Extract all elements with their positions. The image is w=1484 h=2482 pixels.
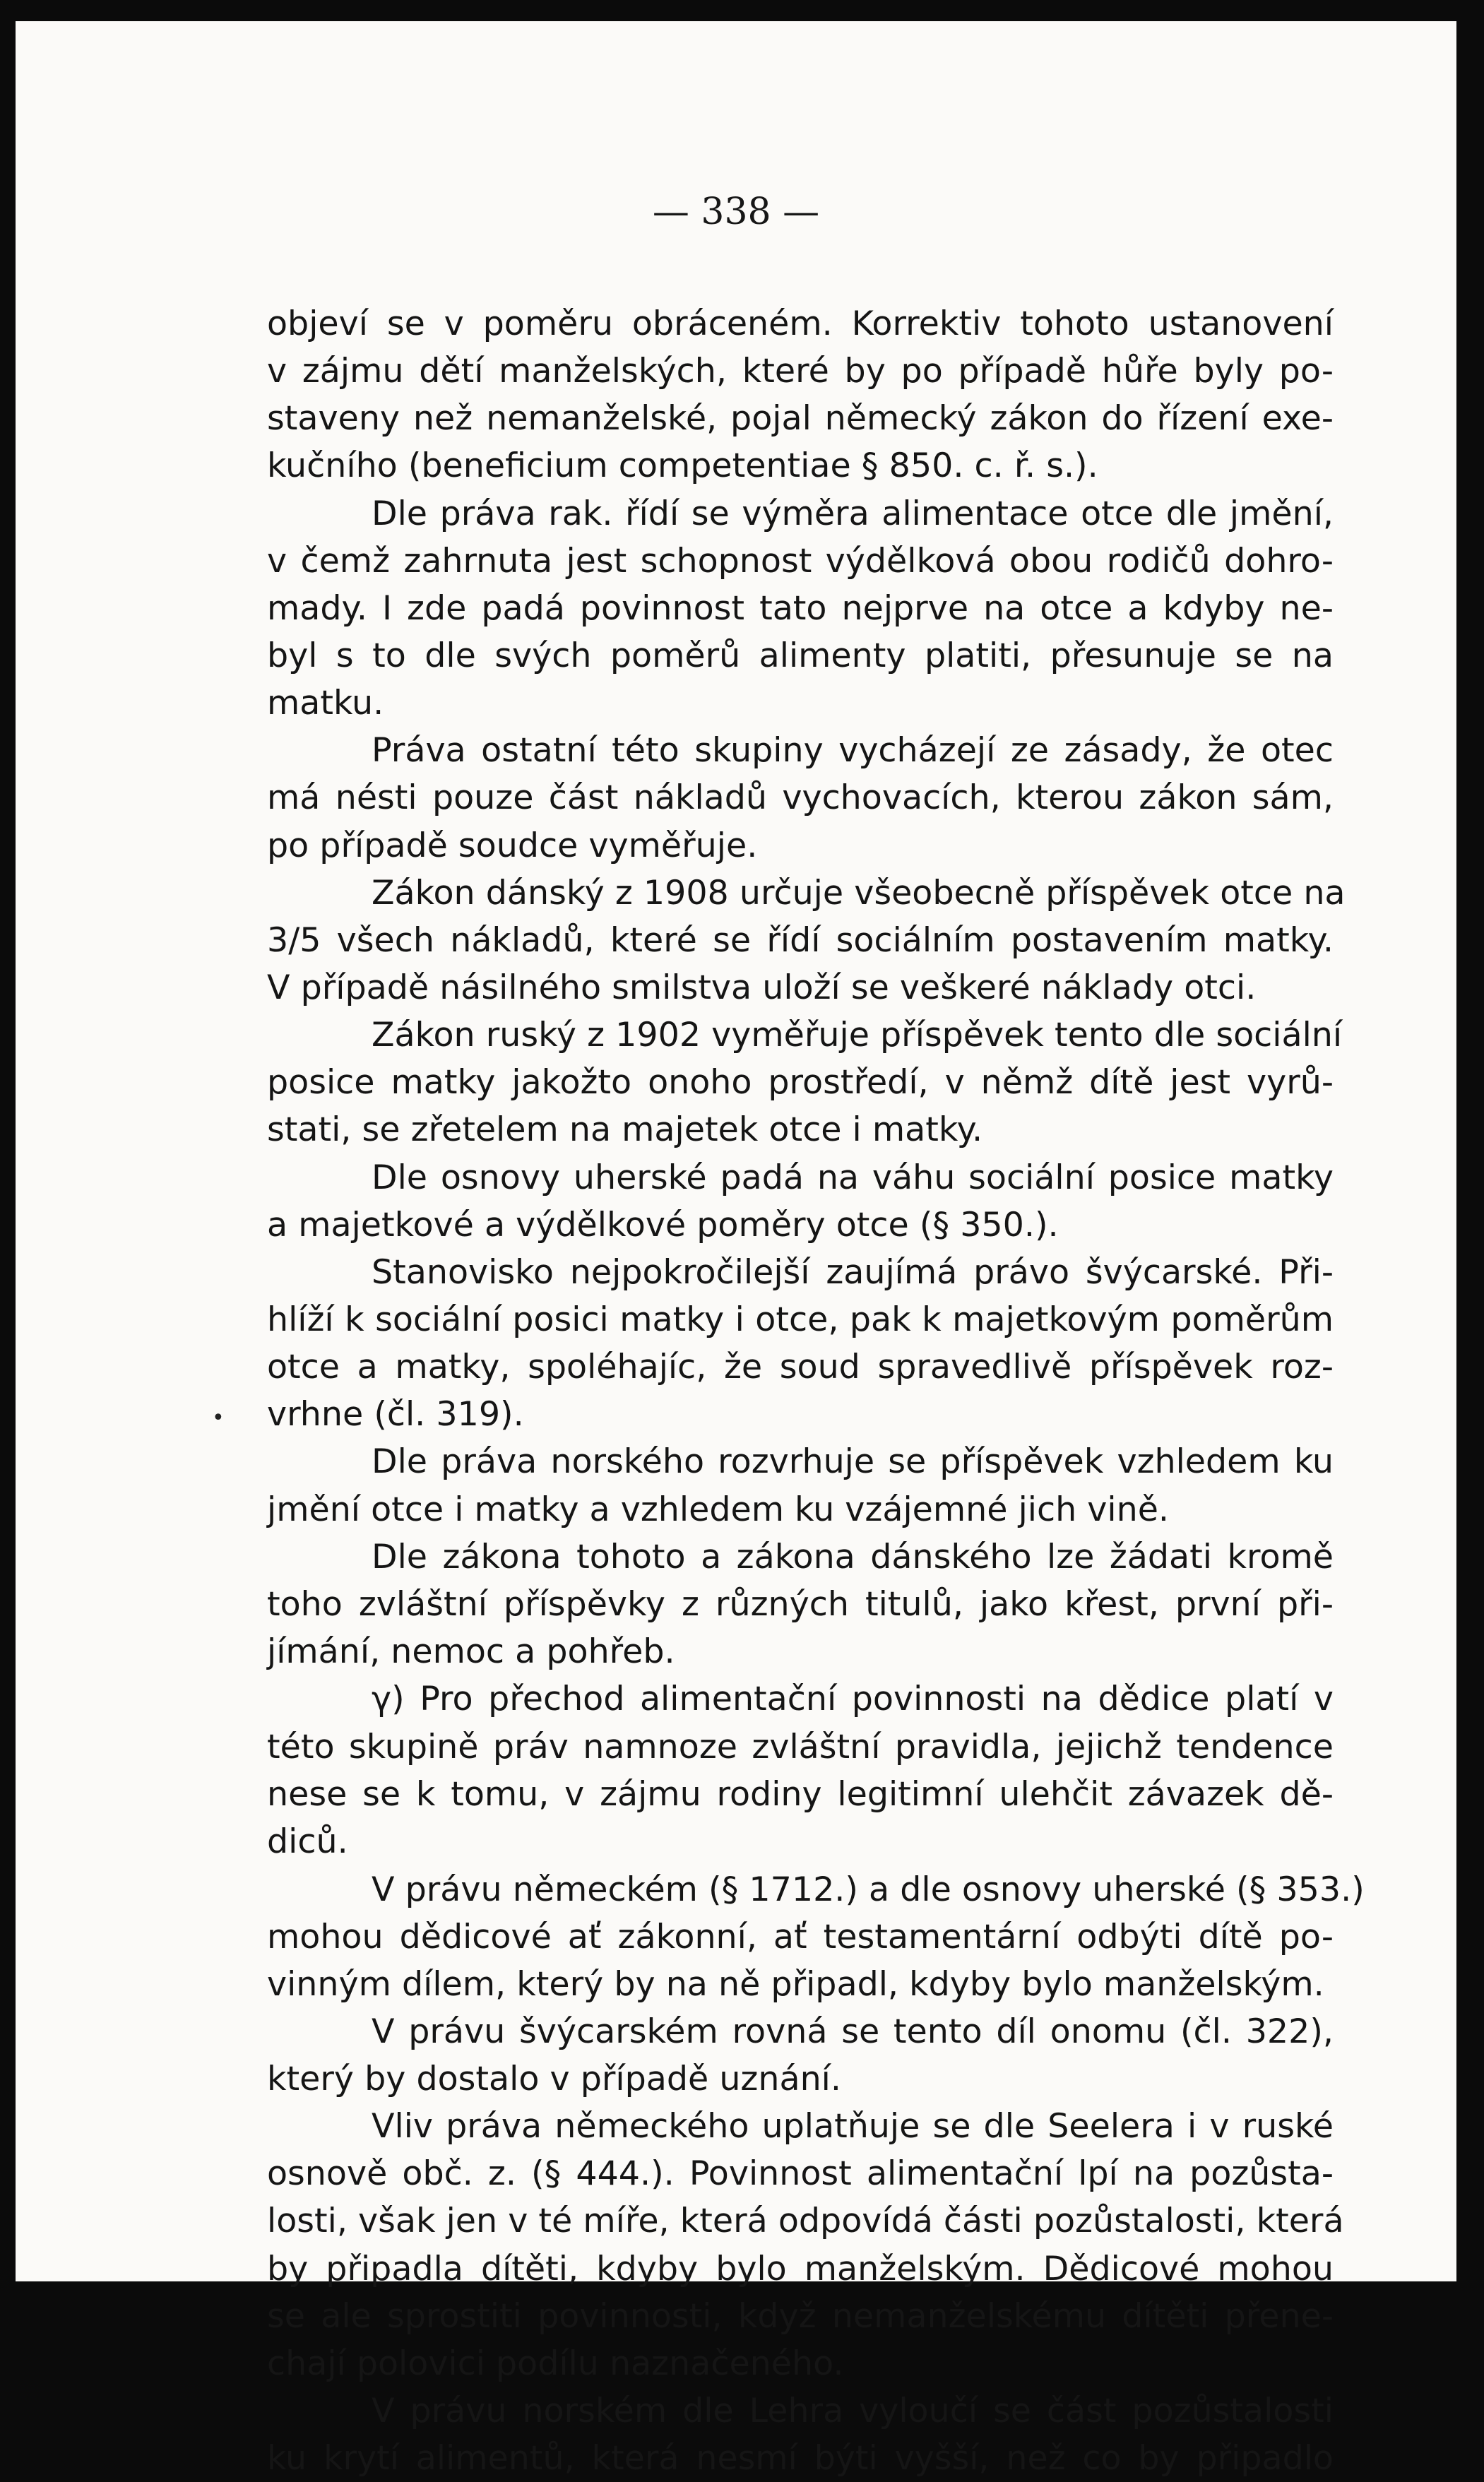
text-line: objeví se v poměru obráceném. Korrektiv tohoto ustanovení	[267, 304, 1334, 343]
text-line: vrhne (čl. 319).	[267, 1395, 524, 1435]
text-line: γ) Pro přechod alimentační povinnosti na dědice platí v	[372, 1680, 1334, 1719]
text-line: Dle práva rak. řídí se výměra alimentace otce dle jmění,	[372, 494, 1334, 533]
text-line: jímání, nemoc a pohřeb.	[267, 1632, 675, 1671]
page-number: — 338 —	[652, 191, 820, 233]
text-line: po případě soudce vyměřuje.	[267, 826, 758, 865]
text-line: Stanovisko nejpokročilejší zaujímá právo švýcarské. Při-	[372, 1252, 1334, 1292]
text-line: V případě násilného smilstva uloží se veškeré náklady otci.	[267, 968, 1257, 1007]
text-line: nese se k tomu, v zájmu rodiny legitimní ulehčit závazek dě-	[267, 1775, 1334, 1815]
book-page	[16, 21, 1456, 2478]
body-text	[267, 300, 1365, 2482]
text-line: Dle práva norského rozvrhuje se příspěvek vzhledem ku	[372, 1442, 1334, 1482]
text-line: se ale sprostiti povinnosti, když nemanželskému dítěti přene-	[267, 2296, 1334, 2336]
text-line: otce a matky, spoléhajíc, že soud spravedlivě příspěvek roz-	[267, 1348, 1334, 1387]
text-line: Dle osnovy uherské padá na váhu sociální posice matky	[372, 1158, 1334, 1197]
text-line: matku.	[267, 684, 384, 723]
text-line: mohou dědicové ať zákonní, ať testamentární odbýti dítě po-	[267, 1917, 1334, 1956]
text-line: V právu německém (§ 1712.) a dle osnovy uherské (§ 353.)	[372, 1870, 1365, 1909]
text-line: a majetkové a výdělkové poměry otce (§ 350.).	[267, 1205, 1059, 1245]
text-line: kučního (beneficium competentiae § 850. c. ř. s.).	[267, 446, 1098, 486]
text-line: V právu švýcarském rovná se tento díl onomu (čl. 322),	[372, 2012, 1334, 2051]
text-line: V právu norském dle Lehra vyloučí se část pozůstalosti	[372, 2392, 1334, 2431]
text-line: této skupině práv namnoze zvláštní pravidla, jejichž tendence	[267, 1728, 1334, 1767]
text-line: chají polovici podílu naznačeného.	[267, 2344, 844, 2383]
text-line: v čemž zahrnuta jest schopnost výdělková obou rodičů dohro-	[267, 541, 1334, 581]
text-line: Zákon ruský z 1902 vyměřuje příspěvek tento dle sociální	[372, 1016, 1343, 1055]
text-line: posice matky jakožto onoho prostředí, v němž dítě jest vyrů-	[267, 1063, 1334, 1103]
text-line: mady. I zde padá povinnost tato nejprve na otce a kdyby ne-	[267, 588, 1334, 628]
text-line: ku krytí alimentů, která nesmí býti vyšší, než co by připadlo	[267, 2439, 1334, 2478]
text-line: hlíží k sociální posici matky i otce, pak k majetkovým poměrům	[267, 1300, 1334, 1339]
text-line: by připadla dítěti, kdyby bylo manželským. Dědicové mohou	[267, 2249, 1334, 2288]
text-line: který by dostalo v případě uznání.	[267, 2060, 841, 2099]
text-line: má nésti pouze část nákladů vychovacích, kterou zákon sám,	[267, 778, 1334, 818]
text-line: Dle zákona tohoto a zákona dánského lze žádati kromě	[372, 1537, 1334, 1577]
text-line: osnově obč. z. (§ 444.). Povinnost alimentační lpí na pozůsta-	[267, 2154, 1334, 2194]
text-line: losti, však jen v té míře, která odpovídá části pozůstalosti, která	[267, 2202, 1344, 2241]
text-line: diců.	[267, 1822, 348, 1862]
text-line: toho zvláštní příspěvky z různých titulů, jako křest, první při-	[267, 1584, 1334, 1624]
margin-dot: •	[212, 1406, 225, 1430]
text-line: 3/5 všech nákladů, které se řídí sociálním postavením matky.	[267, 920, 1334, 960]
text-line: Vliv práva německého uplatňuje se dle Seelera i v ruské	[372, 2107, 1334, 2146]
text-line: jmění otce i matky a vzhledem ku vzájemné jich vině.	[267, 1490, 1170, 1529]
text-line: vinným dílem, který by na ně připadl, kdyby bylo manželským.	[267, 1964, 1324, 2004]
text-line: staveny než nemanželské, pojal německý zákon do řízení exe-	[267, 399, 1334, 439]
text-line: Zákon dánský z 1908 určuje všeobecně příspěvek otce na	[372, 873, 1346, 913]
text-line: stati, se zřetelem na majetek otce i matky.	[267, 1110, 983, 1150]
text-line: Práva ostatní této skupiny vycházejí ze zásady, že otec	[372, 731, 1334, 771]
text-line: v zájmu dětí manželských, které by po případě hůře byly po-	[267, 352, 1334, 391]
text-line: byl s to dle svých poměrů alimenty platiti, přesunuje se na	[267, 636, 1334, 675]
